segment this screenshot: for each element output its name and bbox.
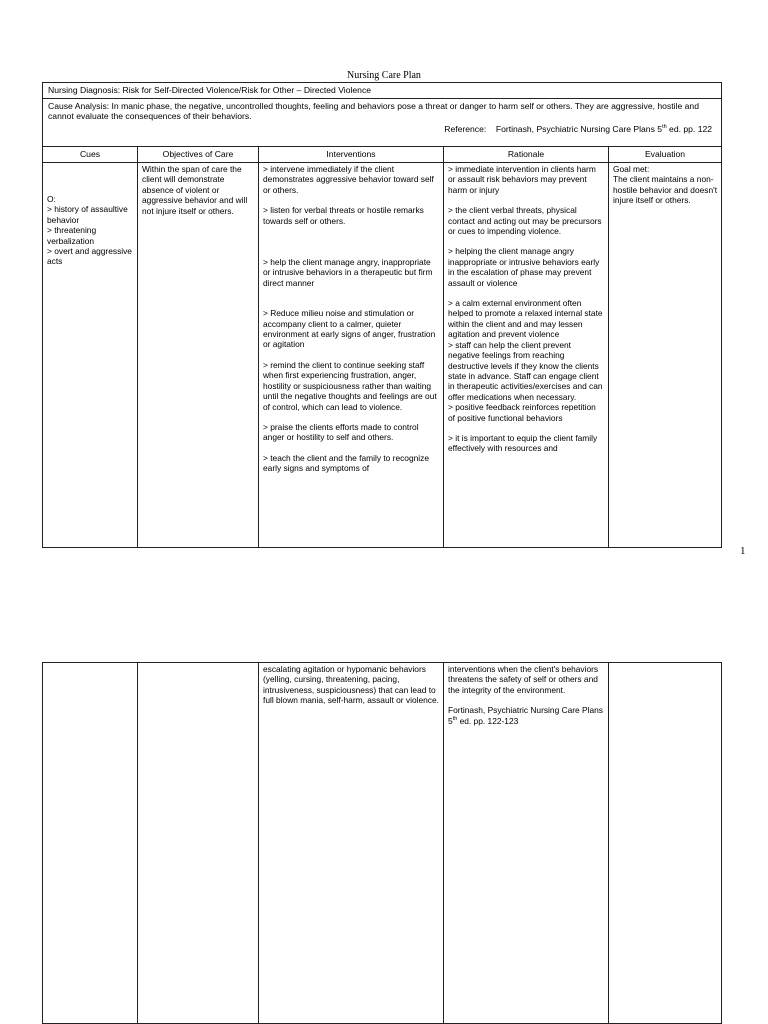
intervention-item: > Reduce milieu noise and stimulation or accompany client to a calmer, quieter environment at early signs of anger, frustration or agitation (263, 308, 436, 350)
interventions-cell-continued (259, 663, 444, 1024)
evaluation-text: The client maintains a non-hostile behavior and doesn't injure itself or others. (613, 174, 718, 206)
reference-sup: th (662, 123, 667, 130)
cues-cell (43, 163, 138, 548)
page-number: 1 (740, 545, 746, 557)
care-plan-table-continued (42, 662, 722, 1024)
rationale-cell-continued (444, 663, 609, 1024)
header-evaluation: Evaluation (609, 147, 722, 163)
rationale-item: > immediate intervention in clients harm or assault risk behaviors may prevent harm or injury (448, 164, 596, 195)
reference-pages: ed. pp. 122 (666, 123, 713, 134)
intervention-continued: escalating agitation or hypomanic behaviors (yelling, cursing, threatening, pacing, intrusiveness, suspiciousness) that can lead to full blown mania, self-harm, assault or violence. (263, 664, 439, 706)
objective-text: Within the span of care the client will demonstrate absence of violent or aggressive behavior and will not injure itself or others. (142, 164, 248, 216)
document-title: Nursing Care Plan (347, 70, 421, 81)
header-rationale: Rationale (444, 147, 609, 163)
rationale-item: > a calm external environment often helped to promote a relaxed internal state within the client and and may lessen agitation and prevent violence (448, 298, 603, 340)
intervention-item: > intervene immediately if the client demonstrates aggressive behavior toward self or others. (263, 164, 434, 195)
rationale-item: > helping the client manage angry inappropriate or intrusive behaviors early in the escalation of phase may prevent assault or violence (448, 246, 600, 288)
header-interventions: Interventions (259, 147, 444, 163)
rationale-item: > the client verbal threats, physical contact and acting out may be precursors or cues to impending violence. (448, 205, 602, 237)
evaluation-cell-continued (609, 663, 722, 1024)
objectives-cell (138, 163, 259, 548)
rationale-cell (444, 163, 609, 548)
reference-continued-pages: ed. pp. 122-123 (457, 715, 519, 726)
intervention-item: > listen for verbal threats or hostile remarks towards self or others. (263, 205, 424, 226)
evaluation-goal: Goal met: (613, 164, 650, 174)
header-objectives: Objectives of Care (138, 147, 259, 163)
cause-analysis-cell (43, 99, 722, 147)
reference-label: Reference: (444, 123, 487, 134)
cues-cell-continued (43, 663, 138, 1024)
cue-item: O: (47, 194, 56, 204)
care-plan-table (42, 82, 722, 548)
intervention-item: > teach the client and the family to recognize early signs and symptoms of (263, 452, 429, 474)
rationale-item: > staff can help the client prevent negative feelings from reaching destructive levels if they know the clients state in advance. Staff can engage client in therapeutic activities/exercises and can offer medications when necessary. (448, 339, 603, 402)
rationale-continued: interventions when the client's behaviors threatens the safety of self or others and the integrity of the environment. (448, 664, 599, 695)
objectives-cell-continued (138, 663, 259, 1024)
cue-item: > threatening verbalization (47, 225, 97, 246)
rationale-item: > it is important to equip the client family effectively with resources and (448, 432, 598, 454)
nursing-diagnosis: Nursing Diagnosis: Risk for Self-Directed Violence/Risk for Other – Directed Violence (43, 83, 722, 99)
cue-item: > history of assaultive behavior (47, 204, 128, 225)
reference-text: Fortinash, Psychiatric Nursing Care Plans 5 (495, 123, 663, 134)
intervention-item: > praise the clients efforts made to control anger or hostility to self and others. (263, 421, 419, 443)
intervention-item: > help the client manage angry, inappropriate or intrusive behaviors in a therapeutic but firm direct manner (263, 257, 433, 288)
reference-line (48, 124, 716, 134)
cause-analysis: Cause Analysis: In manic phase, the negative, uncontrolled thoughts, feeling and behaviors pose a threat or danger to harm self or others. They are aggressive, hostile and cannot evaluate the consequences of their behaviors. (48, 101, 699, 122)
cue-item: > overt and aggressive acts (47, 246, 132, 267)
reference-continued-text: Fortinash, Psychiatric Nursing Care Plans 5 (448, 705, 603, 726)
header-cues: Cues (43, 147, 138, 163)
intervention-item: > remind the client to continue seeking staff when first experiencing frustration, anger, hostility or suspiciousness rather than waiting until the negative thoughts and feelings are out of control, which can lead to violence. (263, 359, 437, 412)
interventions-cell (259, 163, 444, 548)
evaluation-cell (609, 163, 722, 548)
reference-continued-sup: th (452, 715, 458, 722)
rationale-item: > positive feedback reinforces repetition of positive functional behaviors (448, 402, 596, 423)
reference-continued (448, 705, 604, 726)
